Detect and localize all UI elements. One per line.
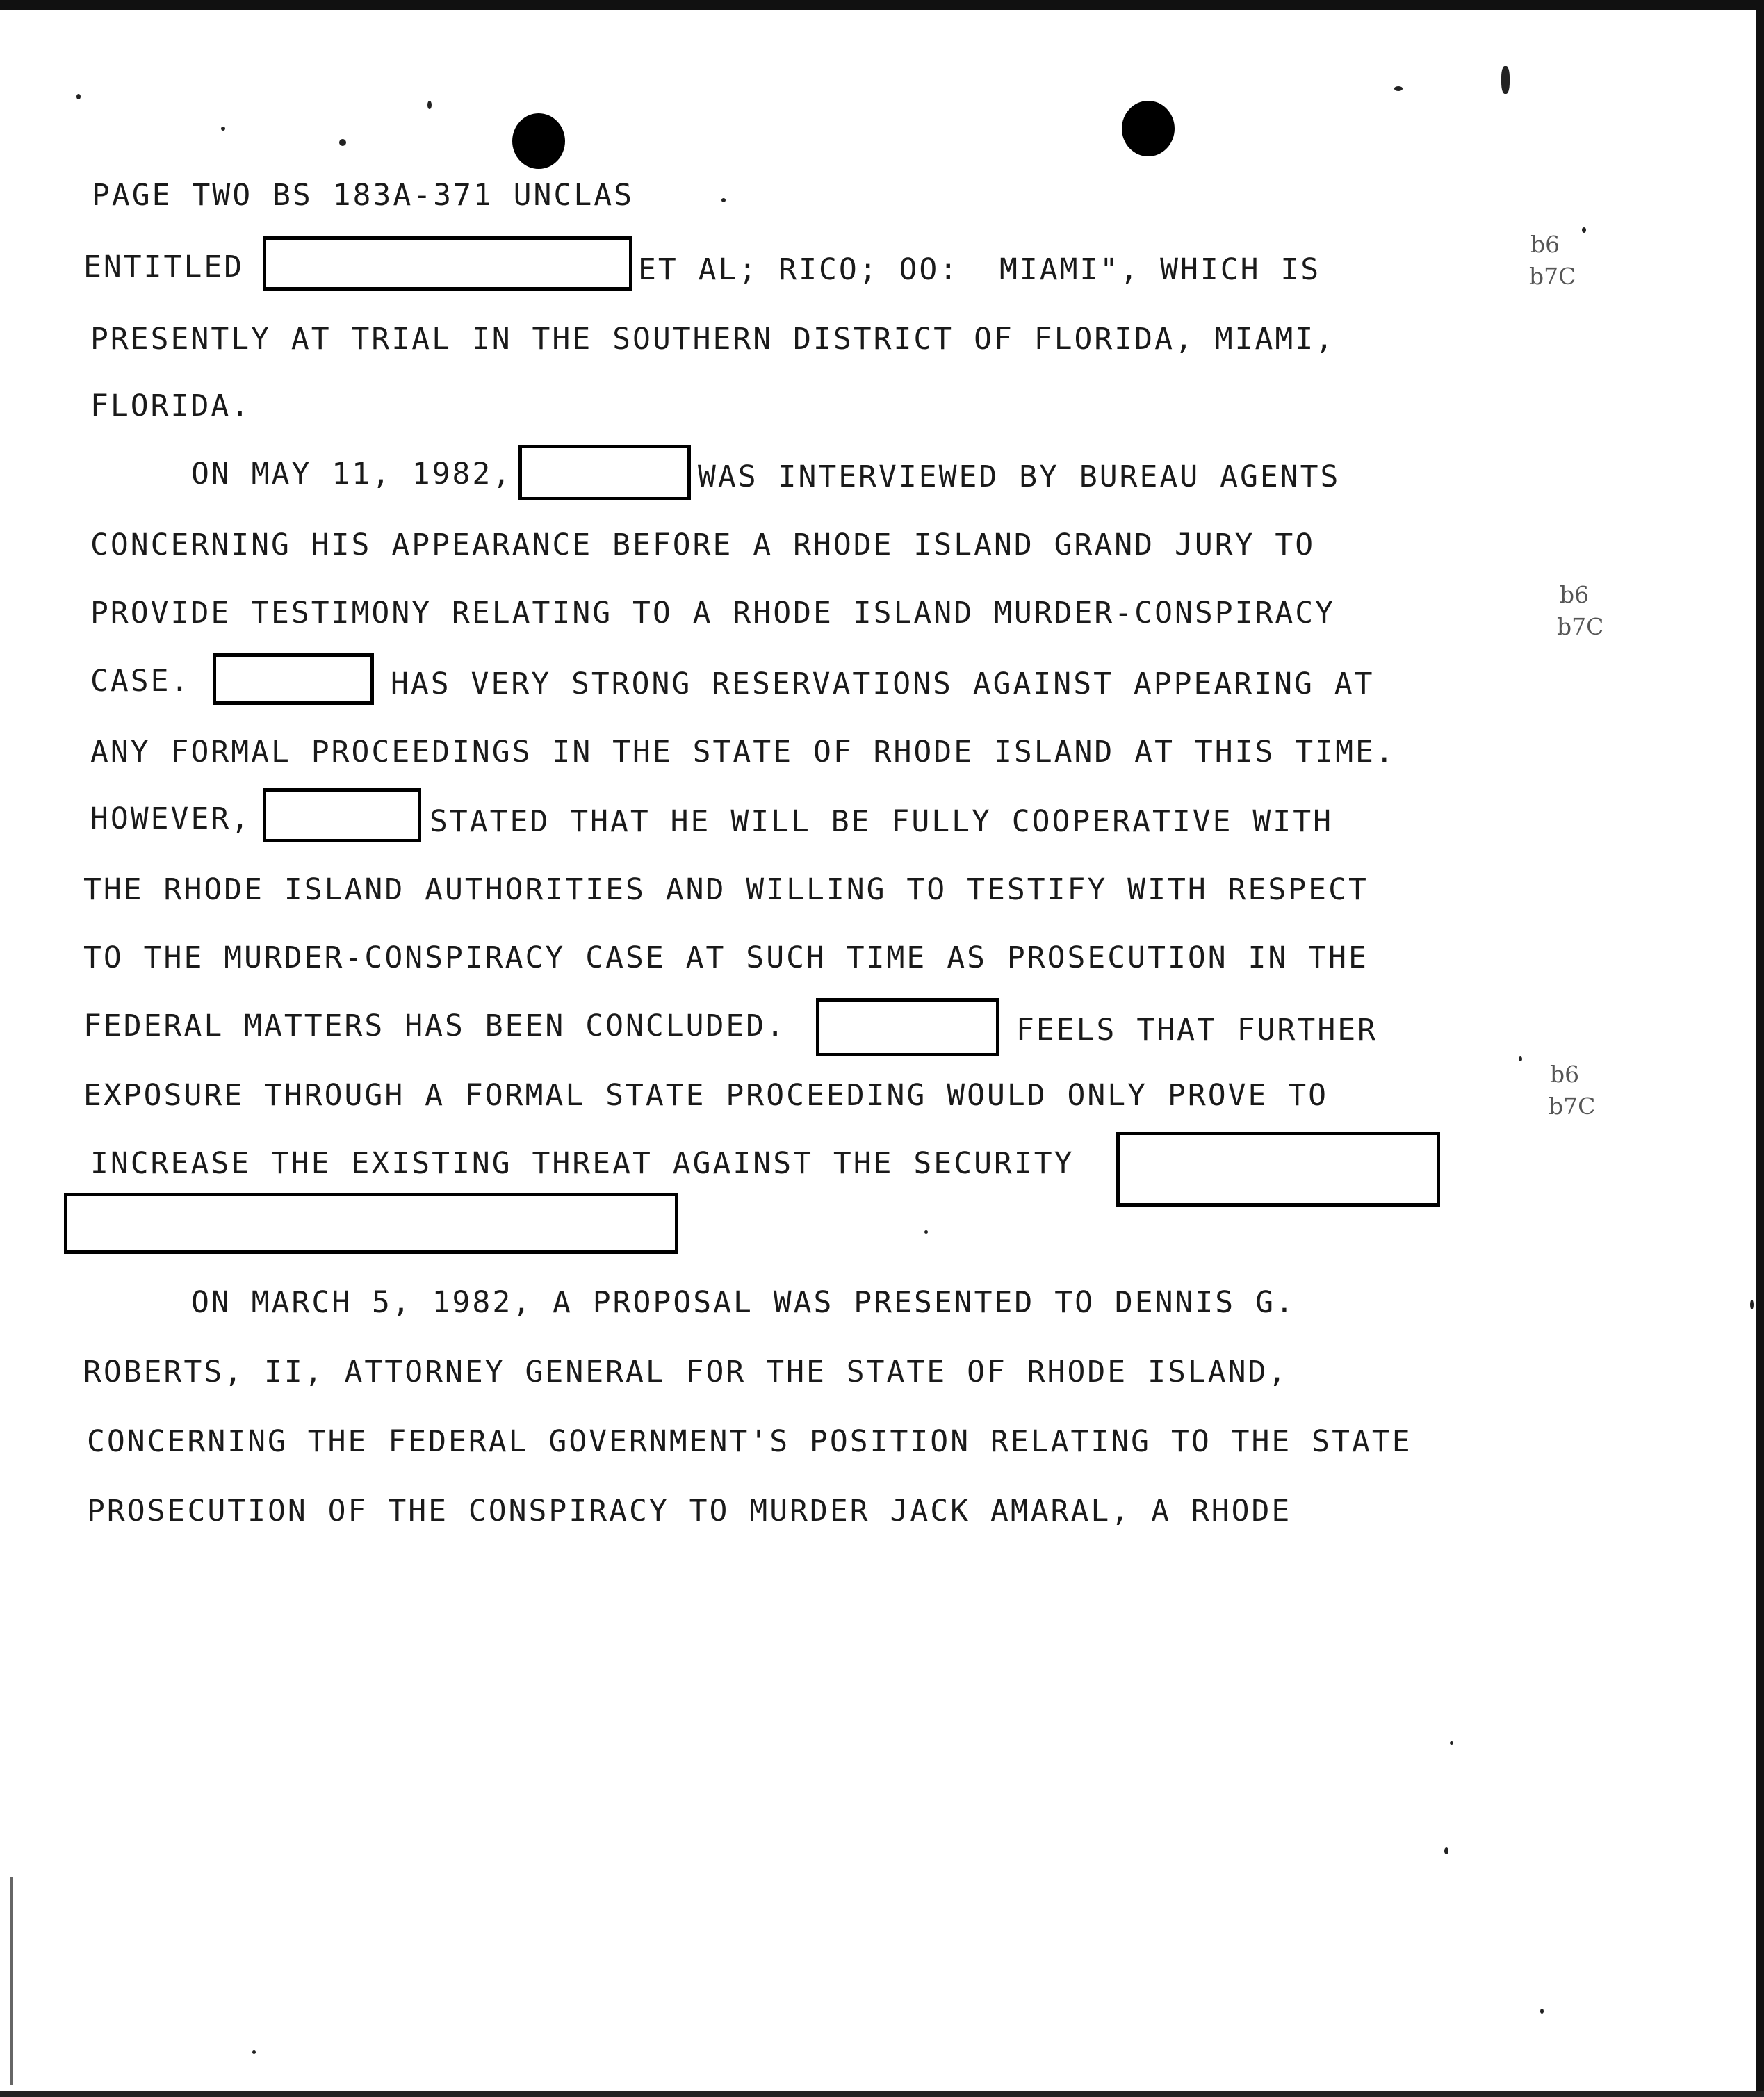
text-line: ENTITLED [83,250,245,284]
text-line: FEDERAL MATTERS HAS BEEN CONCLUDED. [83,1009,787,1043]
punch-hole-right [1122,101,1175,156]
scan-speck [1444,1847,1448,1854]
text-line: WAS INTERVIEWED BY BUREAU AGENTS [698,459,1341,494]
redaction-box [263,788,421,842]
scan-speck [721,198,726,202]
redaction-box [1116,1132,1440,1207]
scan-speck [427,101,432,109]
text-line: HAS VERY STRONG RESERVATIONS AGAINST APPEARING AT [391,667,1375,701]
scan-edge-top [0,0,1764,10]
exemption-code: b7C [1529,263,1576,290]
scan-speck [221,127,225,131]
scan-speck [1750,1300,1754,1309]
scan-edge-bottom [0,2091,1764,2097]
scan-speck [339,139,346,146]
scan-speck [1519,1056,1522,1061]
scan-speck [1582,227,1586,233]
text-line: EXPOSURE THROUGH A FORMAL STATE PROCEEDING WOULD ONLY PROVE TO [83,1078,1329,1113]
scan-speck [1540,2009,1544,2014]
text-line: INCREASE THE EXISTING THREAT AGAINST THE SECURITY [90,1146,1075,1181]
scan-edge-left [10,1877,13,2085]
scan-edge-right [1756,0,1764,2097]
exemption-code: b6 [1560,581,1590,608]
text-line: TO THE MURDER-CONSPIRACY CASE AT SUCH TIME AS PROSECUTION IN THE [83,940,1369,975]
exemption-code: b7C [1549,1093,1596,1120]
redaction-box [64,1193,678,1254]
text-line: ET AL; RICO; OO: MIAMI", WHICH IS [638,252,1321,287]
scan-speck [252,2050,256,2054]
text-line: CASE. [90,664,191,699]
punch-hole-left [512,113,565,169]
page-header: PAGE TWO BS 183A-371 UNCLAS [92,178,634,213]
text-line: PRESENTLY AT TRIAL IN THE SOUTHERN DISTRICT OF FLORIDA, MIAMI, [90,322,1336,357]
redaction-box [518,445,691,500]
text-line: HOWEVER, [90,801,252,836]
text-line: CONCERNING THE FEDERAL GOVERNMENT'S POSITION RELATING TO THE STATE [87,1424,1412,1459]
exemption-code: b6 [1530,231,1560,258]
text-line: THE RHODE ISLAND AUTHORITIES AND WILLING TO TESTIFY WITH RESPECT [83,872,1369,907]
exemption-code: b6 [1550,1061,1580,1088]
text-line: ON MARCH 5, 1982, A PROPOSAL WAS PRESENTED TO DENNIS G. [191,1285,1296,1320]
text-line: STATED THAT HE WILL BE FULLY COOPERATIVE WITH [430,804,1333,839]
text-line: PROSECUTION OF THE CONSPIRACY TO MURDER JACK AMARAL, A RHODE [87,1494,1292,1528]
text-line: CONCERNING HIS APPEARANCE BEFORE A RHODE ISLAND GRAND JURY TO [90,528,1316,562]
exemption-code: b7C [1557,613,1604,640]
text-line: ANY FORMAL PROCEEDINGS IN THE STATE OF RHODE ISLAND AT THIS TIME. [90,735,1396,769]
text-line: FEELS THAT FURTHER [1016,1013,1378,1047]
redaction-box [816,998,999,1056]
scan-speck [1450,1741,1453,1745]
redaction-box [263,236,632,291]
text-line: ROBERTS, II, ATTORNEY GENERAL FOR THE STATE OF RHODE ISLAND, [83,1355,1289,1389]
scan-speck [1501,66,1510,94]
text-line: PROVIDE TESTIMONY RELATING TO A RHODE ISLAND MURDER-CONSPIRACY [90,596,1336,630]
scan-speck [76,94,81,99]
scan-speck [1394,86,1403,91]
text-line: FLORIDA. [90,389,252,423]
scan-speck [924,1230,928,1234]
redaction-box [213,653,374,705]
text-line: ON MAY 11, 1982, [191,457,513,491]
